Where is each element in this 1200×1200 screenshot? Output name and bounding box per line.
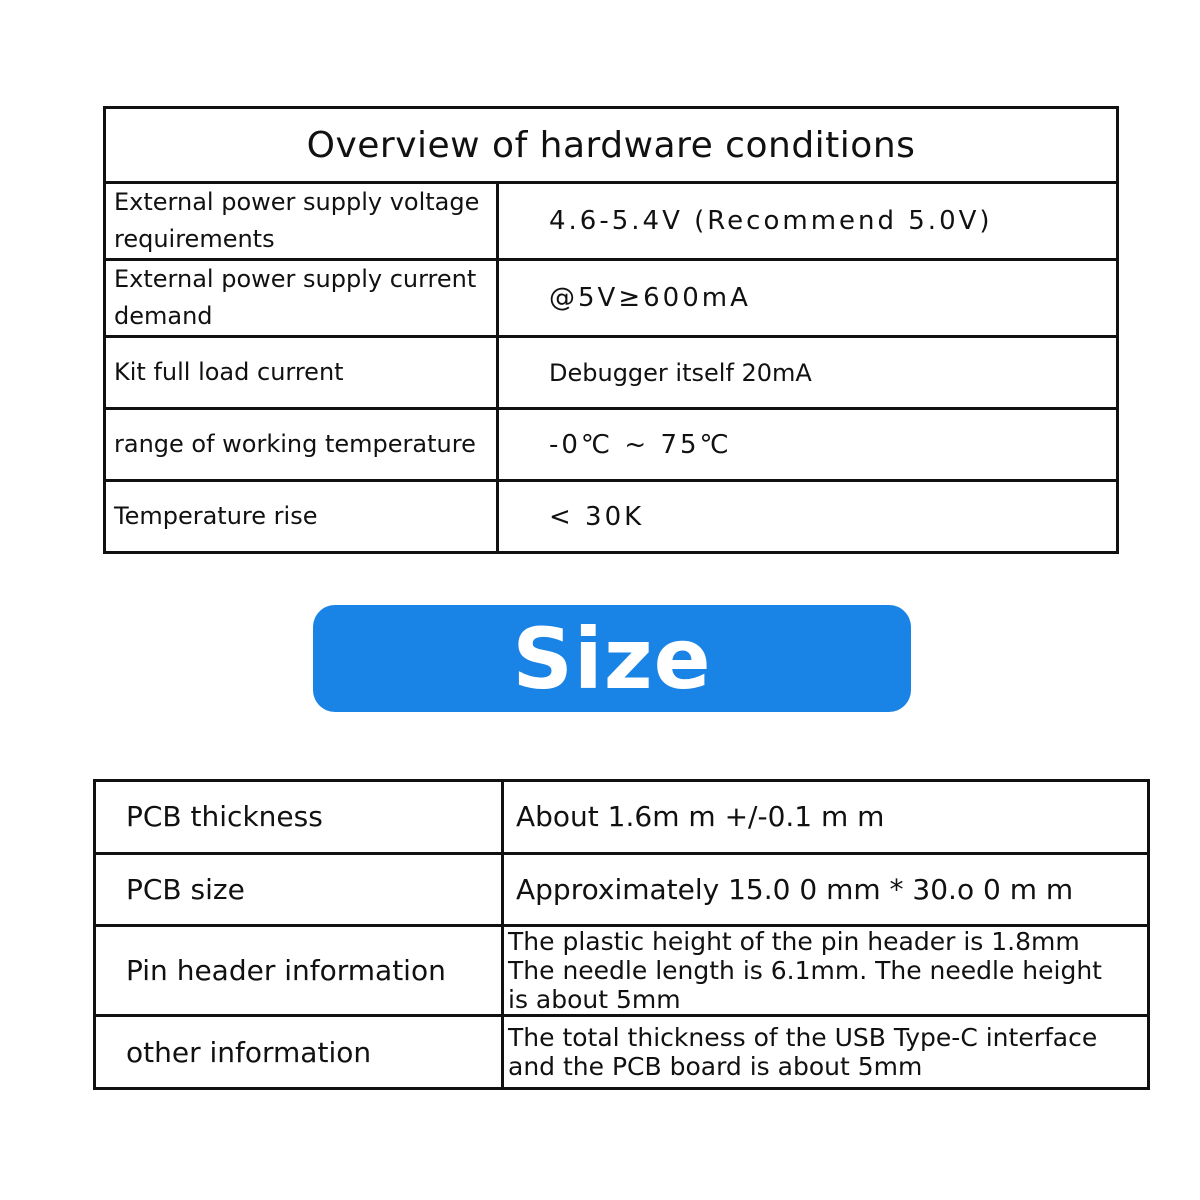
row-value: The plastic height of the pin header is 1.8mm The needle length is 6.1mm. The needle height is about 5mm (508, 927, 1102, 1015)
table-row (106, 482, 1116, 551)
row-label: PCB size (96, 855, 504, 925)
row-label: Temperature rise (106, 482, 499, 551)
table-row (96, 855, 1147, 928)
row-value: Approximately 15.0 0 mm * 30.o 0 m m (516, 873, 1074, 906)
size-banner (313, 605, 911, 712)
row-label: Pin header information (96, 927, 504, 1014)
table-row (106, 184, 1116, 261)
size-specs-table (93, 779, 1150, 1090)
table-row (96, 927, 1147, 1017)
row-value: 4.6-5.4V (Recommend 5.0V) (549, 206, 993, 236)
table-row (96, 782, 1147, 855)
table-row (106, 261, 1116, 338)
row-label: PCB thickness (96, 782, 504, 852)
row-value: About 1.6m m +/-0.1 m m (516, 800, 885, 834)
size-banner-label: Size (512, 609, 712, 708)
row-value: Debugger itself 20mA (549, 358, 812, 387)
row-label: Kit full load current (106, 338, 499, 407)
row-value: The total thickness of the USB Type-C interface and the PCB board is about 5mm (508, 1023, 1098, 1082)
table-row (106, 338, 1116, 410)
row-label: other information (96, 1017, 504, 1087)
row-value: @5V≥600mA (549, 283, 751, 313)
row-value: < 30K (549, 501, 645, 532)
table-row (96, 1017, 1147, 1087)
hardware-table-title: Overview of hardware conditions (106, 109, 1116, 184)
row-value: -0℃ ~ 75℃ (549, 429, 732, 460)
hardware-conditions-table (103, 106, 1119, 554)
table-row (106, 410, 1116, 482)
row-label: range of working temperature (106, 410, 499, 479)
row-label: External power supply current demand (106, 261, 499, 335)
row-label: External power supply voltage requirements (106, 184, 499, 258)
